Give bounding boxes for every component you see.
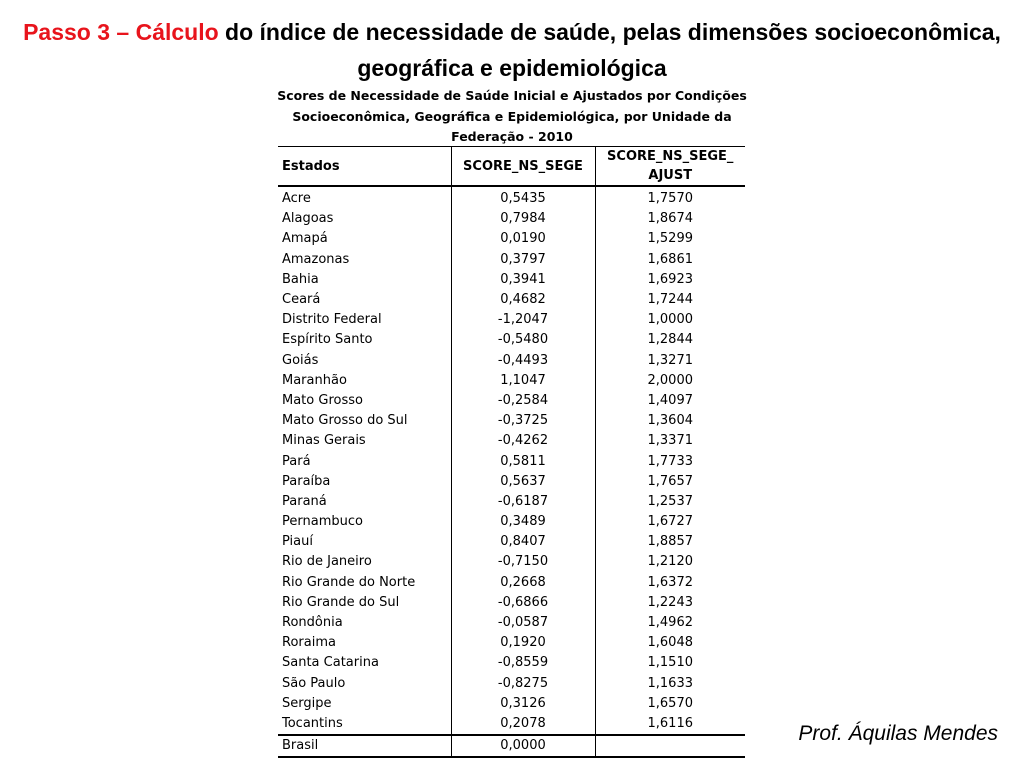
table-row bbox=[278, 431, 745, 451]
state-cell: Amapá bbox=[282, 231, 328, 247]
table-row bbox=[278, 209, 745, 229]
table-header-row bbox=[278, 147, 745, 187]
adjusted-score-cell: 1,6372 bbox=[595, 573, 745, 593]
adjusted-score-cell: 1,8857 bbox=[595, 532, 745, 552]
table-row bbox=[278, 250, 745, 270]
adjusted-score-cell: 1,4962 bbox=[595, 613, 745, 633]
state-cell: Distrito Federal bbox=[282, 312, 382, 328]
score-cell: -0,4262 bbox=[451, 431, 595, 451]
adjusted-score-cell: 1,3371 bbox=[595, 431, 745, 451]
state-cell: Rio de Janeiro bbox=[282, 554, 372, 570]
table-caption: Scores de Necessidade de Saúde Inicial e Ajustados por Condições Socioeconômica, Geográfica e Epidemiológica, por Unidade da Federação - 2010 bbox=[277, 88, 747, 144]
adjusted-score-cell: 1,6116 bbox=[595, 714, 745, 735]
score-cell: 0,2078 bbox=[451, 714, 595, 735]
total-state-cell: Brasil bbox=[278, 735, 451, 757]
state-cell: Pernambuco bbox=[282, 514, 363, 530]
adjusted-score-cell: 1,7244 bbox=[595, 290, 745, 310]
score-cell: 0,3797 bbox=[451, 250, 595, 270]
score-cell: -0,7150 bbox=[451, 552, 595, 572]
table-row bbox=[278, 674, 745, 694]
state-cell: Rio Grande do Norte bbox=[282, 574, 416, 590]
total-score-cell: 0,0000 bbox=[451, 735, 595, 757]
state-cell: Espírito Santo bbox=[282, 332, 373, 348]
author-credit: Prof. Áquilas Mendes bbox=[798, 722, 998, 745]
state-cell: Tocantins bbox=[282, 715, 343, 731]
adjusted-score-cell: 2,0000 bbox=[595, 371, 745, 391]
total-adjusted-score-cell bbox=[595, 735, 745, 757]
score-cell: -1,2047 bbox=[451, 310, 595, 330]
score-cell: 0,1920 bbox=[451, 633, 595, 653]
state-cell: Bahia bbox=[282, 271, 319, 287]
table-row bbox=[278, 330, 745, 350]
state-cell: Mato Grosso bbox=[282, 392, 363, 408]
adjusted-score-cell: 1,2243 bbox=[595, 593, 745, 613]
adjusted-score-cell: 1,6727 bbox=[595, 512, 745, 532]
adjusted-score-cell: 1,6923 bbox=[595, 270, 745, 290]
table-row bbox=[278, 229, 745, 249]
score-cell: -0,0587 bbox=[451, 613, 595, 633]
table-row bbox=[278, 270, 745, 290]
state-cell: Santa Catarina bbox=[282, 655, 379, 671]
state-cell: Goiás bbox=[282, 352, 319, 368]
state-cell: Pará bbox=[282, 453, 311, 469]
state-cell: Ceará bbox=[282, 292, 321, 308]
adjusted-score-cell: 1,7657 bbox=[595, 472, 745, 492]
score-cell: -0,2584 bbox=[451, 391, 595, 411]
state-cell: Piauí bbox=[282, 534, 313, 550]
state-cell: Sergipe bbox=[282, 695, 332, 711]
slide-title-rest: do índice de necessidade de saúde, pelas dimensões socioeconômica, geográfica e epidemiológica bbox=[218, 19, 1001, 81]
state-cell: Mato Grosso do Sul bbox=[282, 413, 408, 429]
score-cell: 0,5435 bbox=[451, 186, 595, 209]
state-cell: Alagoas bbox=[282, 211, 334, 227]
state-cell: Maranhão bbox=[282, 372, 347, 388]
score-cell: 0,3489 bbox=[451, 512, 595, 532]
score-cell: -0,3725 bbox=[451, 411, 595, 431]
table-row bbox=[278, 310, 745, 330]
score-cell: -0,6866 bbox=[451, 593, 595, 613]
adjusted-score-cell: 1,1633 bbox=[595, 674, 745, 694]
score-cell: 0,4682 bbox=[451, 290, 595, 310]
score-cell: 0,5811 bbox=[451, 451, 595, 471]
table-body bbox=[278, 186, 745, 757]
table-row bbox=[278, 411, 745, 431]
state-cell: Acre bbox=[282, 191, 311, 207]
adjusted-score-cell: 1,8674 bbox=[595, 209, 745, 229]
slide-title bbox=[0, 14, 1024, 86]
table-row bbox=[278, 371, 745, 391]
state-cell: Rondônia bbox=[282, 615, 343, 631]
slide-title-highlight: Passo 3 – Cálculo bbox=[23, 19, 219, 45]
adjusted-score-cell: 1,2120 bbox=[595, 552, 745, 572]
table-total-row bbox=[278, 735, 745, 757]
score-cell: 0,7984 bbox=[451, 209, 595, 229]
table-row bbox=[278, 633, 745, 653]
table-row bbox=[278, 714, 745, 735]
adjusted-score-cell: 1,7733 bbox=[595, 451, 745, 471]
score-cell: 0,3126 bbox=[451, 694, 595, 714]
table-row bbox=[278, 573, 745, 593]
adjusted-score-cell: 1,4097 bbox=[595, 391, 745, 411]
state-cell: Roraima bbox=[282, 635, 336, 651]
table-row bbox=[278, 351, 745, 371]
score-cell: -0,8275 bbox=[451, 674, 595, 694]
table-row bbox=[278, 512, 745, 532]
scores-table bbox=[278, 146, 745, 758]
table-row bbox=[278, 532, 745, 552]
table-row bbox=[278, 472, 745, 492]
score-cell: 1,1047 bbox=[451, 371, 595, 391]
score-cell: -0,6187 bbox=[451, 492, 595, 512]
table-row bbox=[278, 694, 745, 714]
adjusted-score-cell: 1,6048 bbox=[595, 633, 745, 653]
adjusted-score-cell: 1,7570 bbox=[595, 186, 745, 209]
adjusted-score-cell: 1,1510 bbox=[595, 653, 745, 673]
adjusted-score-cell: 1,3271 bbox=[595, 351, 745, 371]
table-row bbox=[278, 290, 745, 310]
score-cell: 0,5637 bbox=[451, 472, 595, 492]
table-row bbox=[278, 186, 745, 209]
score-cell: -0,4493 bbox=[451, 351, 595, 371]
table-row bbox=[278, 613, 745, 633]
adjusted-score-cell: 1,2537 bbox=[595, 492, 745, 512]
adjusted-score-cell: 1,6570 bbox=[595, 694, 745, 714]
adjusted-score-cell: 1,2844 bbox=[595, 330, 745, 350]
state-cell: Rio Grande do Sul bbox=[282, 594, 400, 610]
table-row bbox=[278, 552, 745, 572]
table-row bbox=[278, 391, 745, 411]
state-cell: Paraná bbox=[282, 493, 327, 509]
adjusted-score-cell: 1,0000 bbox=[595, 310, 745, 330]
score-cell: 0,2668 bbox=[451, 573, 595, 593]
state-cell: Minas Gerais bbox=[282, 433, 366, 449]
state-cell: Amazonas bbox=[282, 251, 350, 267]
score-cell: -0,8559 bbox=[451, 653, 595, 673]
state-cell: Paraíba bbox=[282, 473, 331, 489]
table-row bbox=[278, 451, 745, 471]
adjusted-score-cell: 1,5299 bbox=[595, 229, 745, 249]
header-score-adjusted: SCORE_NS_SEGE_ AJUST bbox=[595, 147, 745, 187]
adjusted-score-cell: 1,3604 bbox=[595, 411, 745, 431]
header-score: SCORE_NS_SEGE bbox=[451, 147, 595, 187]
score-cell: 0,3941 bbox=[451, 270, 595, 290]
score-cell: 0,8407 bbox=[451, 532, 595, 552]
adjusted-score-cell: 1,6861 bbox=[595, 250, 745, 270]
score-cell: -0,5480 bbox=[451, 330, 595, 350]
state-cell: São Paulo bbox=[282, 675, 346, 691]
score-cell: 0,0190 bbox=[451, 229, 595, 249]
header-estados: Estados bbox=[278, 147, 451, 187]
table-row bbox=[278, 653, 745, 673]
table-row bbox=[278, 492, 745, 512]
table-row bbox=[278, 593, 745, 613]
